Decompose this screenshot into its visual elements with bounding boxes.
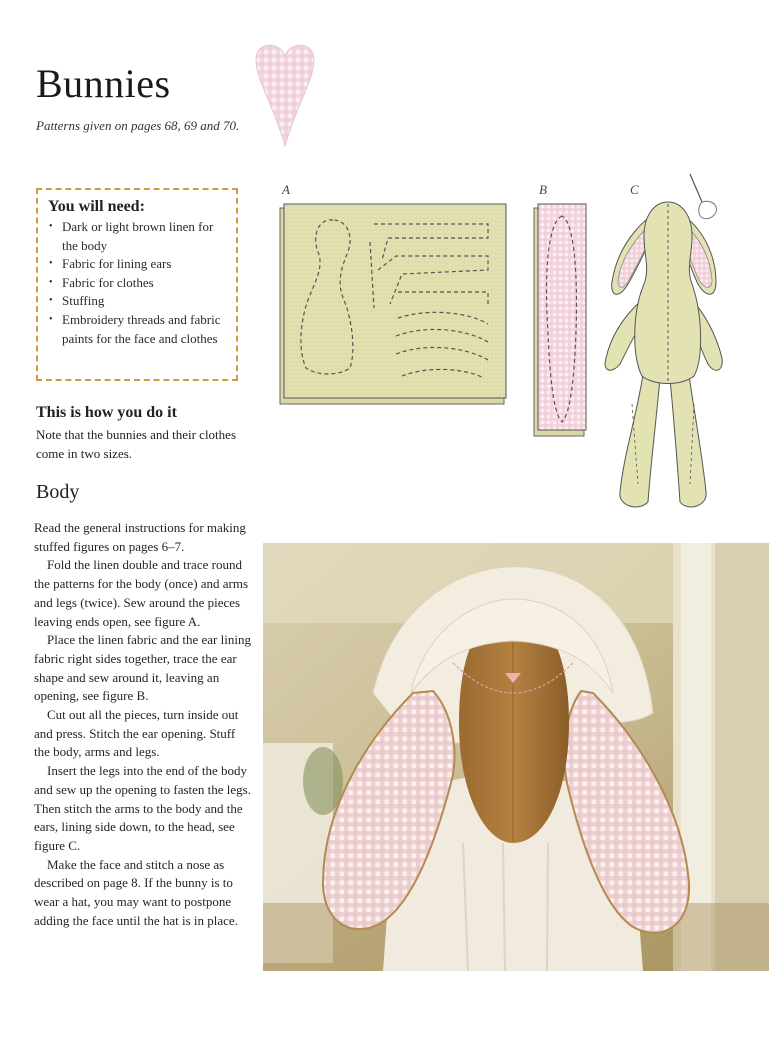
- instruction-paragraph: Make the face and stitch a nose as described on page 8. If the bunny is to wear a hat, you may want to postpone adding the face until the hat is in place.: [34, 856, 238, 928]
- materials-item: • Stuffing: [48, 292, 226, 311]
- instruction-paragraph: Insert the legs into the end of the body and sew up the opening to fasten the legs. Then stitch the arms to the body and the ears, lining side down, to the head, see figure C.: [34, 763, 251, 853]
- materials-item: • Fabric for clothes: [48, 274, 226, 293]
- materials-box: [36, 188, 238, 381]
- figure-b-label: B: [539, 182, 547, 197]
- figure-a-label: A: [282, 182, 290, 197]
- instruction-paragraph: Place the linen fabric and the ear lining fabric right sides together, trace the ear shape and sew around it, leaving an opening, see figure B.: [34, 632, 251, 704]
- page-title: Bunnies: [36, 61, 171, 106]
- instruction-paragraph: Fold the linen double and trace round the patterns for the body (once) and arms and legs (twice). Sew around the pieces leaving ends open, see figure A.: [34, 557, 249, 629]
- instruction-paragraph: Cut out all the pieces, turn inside out and press. Stitch the ear opening. Stuff the body, arms and legs.: [34, 707, 239, 760]
- page-subtitle: Patterns given on pages 68, 69 and 70.: [36, 118, 240, 133]
- heart-decoration-icon: [252, 38, 318, 150]
- instruction-paragraph: Read the general instructions for making stuffed figures on pages 6–7.: [34, 520, 246, 554]
- figure-c-label: C: [630, 182, 639, 197]
- instructions: [34, 519, 254, 930]
- how-to-heading: This is how you do it: [36, 404, 177, 421]
- materials-item: • Fabric for lining ears: [48, 255, 226, 274]
- materials-item: • Embroidery threads and fabric paints for the face and clothes: [48, 311, 226, 348]
- section-heading: Body: [36, 481, 80, 503]
- materials-item: • Dark or light brown linen for the body: [48, 218, 226, 255]
- materials-heading: You will need:: [48, 198, 145, 215]
- figure-b-illustration: [532, 202, 588, 438]
- figure-a-illustration: [278, 200, 512, 406]
- bunny-photo: [263, 543, 769, 971]
- how-to-text: Note that the bunnies and their clothes come in two sizes.: [36, 427, 237, 461]
- materials-list: [48, 218, 226, 348]
- figure-c-illustration: [598, 172, 730, 522]
